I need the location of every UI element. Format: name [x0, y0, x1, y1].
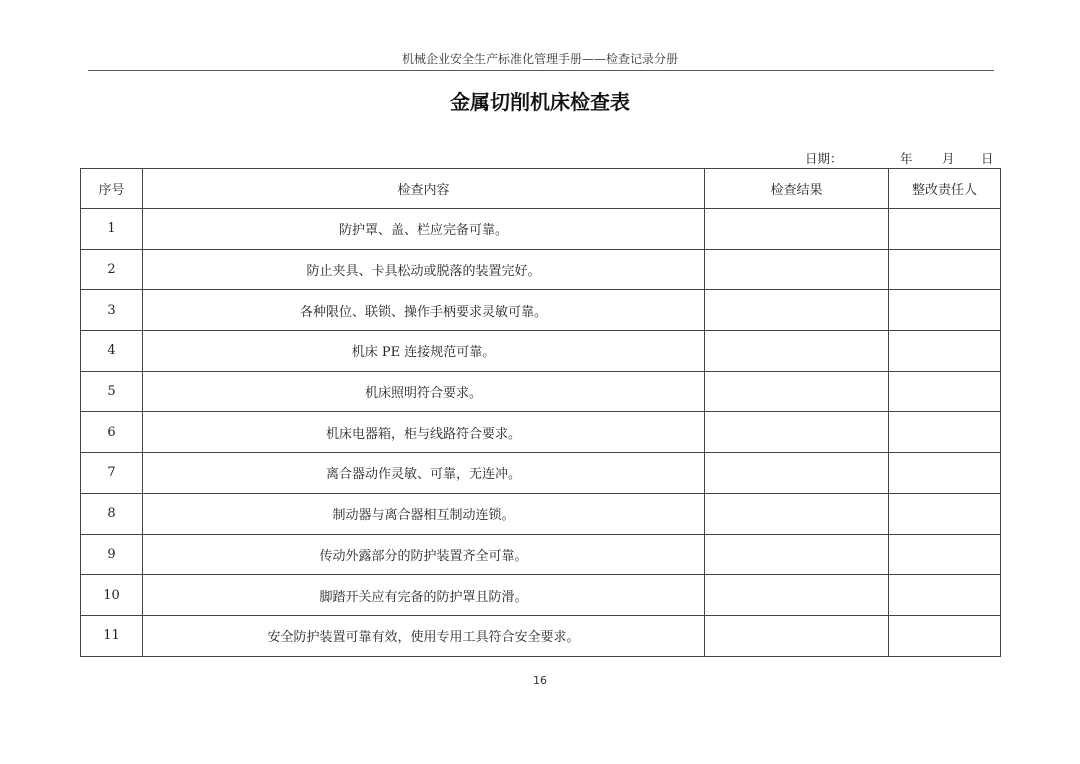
row-result-cell[interactable] [705, 249, 889, 290]
row-responsible-cell[interactable] [889, 249, 1001, 290]
date-label: 日期： [805, 151, 843, 166]
row-number: 10 [81, 575, 143, 616]
row-content: 机床 PE 连接规范可靠。 [143, 331, 705, 372]
table-header-row [81, 169, 1001, 209]
running-header: 机械企业安全生产标准化管理手册——检查记录分册 [401, 52, 678, 66]
column-header-number: 序号 [81, 169, 143, 209]
table-row [81, 575, 1001, 616]
table-row [81, 209, 1001, 250]
row-content: 制动器与离合器相互制动连锁。 [143, 493, 705, 534]
row-result-cell[interactable] [705, 412, 889, 453]
date-year-label: 年 [900, 151, 913, 166]
column-header-responsible: 整改责任人 [889, 169, 1001, 209]
row-number: 7 [81, 453, 143, 494]
row-content: 机床照明符合要求。 [143, 371, 705, 412]
row-result-cell[interactable] [705, 371, 889, 412]
row-number: 2 [81, 249, 143, 290]
table-row [81, 331, 1001, 372]
row-responsible-cell[interactable] [889, 412, 1001, 453]
row-content: 传动外露部分的防护装置齐全可靠。 [143, 534, 705, 575]
table-row [81, 412, 1001, 453]
table-row [81, 249, 1001, 290]
row-content: 机床电器箱，柜与线路符合要求。 [143, 412, 705, 453]
row-result-cell[interactable] [705, 290, 889, 331]
row-result-cell[interactable] [705, 453, 889, 494]
table-row [81, 615, 1001, 656]
row-result-cell[interactable] [705, 534, 889, 575]
document-title: 金属切削机床检查表 [450, 90, 630, 114]
row-number: 5 [81, 371, 143, 412]
row-number: 11 [81, 615, 143, 656]
row-responsible-cell[interactable] [889, 615, 1001, 656]
row-responsible-cell[interactable] [889, 290, 1001, 331]
table-row [81, 493, 1001, 534]
column-header-result: 检查结果 [705, 169, 889, 209]
row-number: 9 [81, 534, 143, 575]
row-responsible-cell[interactable] [889, 493, 1001, 534]
row-number: 8 [81, 493, 143, 534]
row-result-cell[interactable] [705, 615, 889, 656]
header-divider [88, 70, 994, 71]
row-result-cell[interactable] [705, 331, 889, 372]
row-result-cell[interactable] [705, 493, 889, 534]
row-responsible-cell[interactable] [889, 331, 1001, 372]
date-month-label: 月 [942, 151, 955, 166]
row-responsible-cell[interactable] [889, 453, 1001, 494]
row-responsible-cell[interactable] [889, 534, 1001, 575]
table-row [81, 371, 1001, 412]
table-row [81, 534, 1001, 575]
row-number: 3 [81, 290, 143, 331]
row-number: 1 [81, 209, 143, 250]
row-number: 4 [81, 331, 143, 372]
row-content: 防止夹具、卡具松动或脱落的装置完好。 [143, 249, 705, 290]
row-number: 6 [81, 412, 143, 453]
row-responsible-cell[interactable] [889, 209, 1001, 250]
inspection-table [80, 168, 1001, 657]
row-content: 防护罩、盖、栏应完备可靠。 [143, 209, 705, 250]
page-number: 16 [533, 674, 547, 687]
row-responsible-cell[interactable] [889, 371, 1001, 412]
row-result-cell[interactable] [705, 209, 889, 250]
table-row [81, 290, 1001, 331]
row-result-cell[interactable] [705, 575, 889, 616]
date-day-label: 日 [981, 151, 994, 166]
row-content: 脚踏开关应有完备的防护罩且防滑。 [143, 575, 705, 616]
table-row [81, 453, 1001, 494]
row-content: 离合器动作灵敏、可靠，无连冲。 [143, 453, 705, 494]
row-responsible-cell[interactable] [889, 575, 1001, 616]
column-header-content: 检查内容 [143, 169, 705, 209]
row-content: 安全防护装置可靠有效，使用专用工具符合安全要求。 [143, 615, 705, 656]
row-content: 各种限位、联锁、操作手柄要求灵敏可靠。 [143, 290, 705, 331]
